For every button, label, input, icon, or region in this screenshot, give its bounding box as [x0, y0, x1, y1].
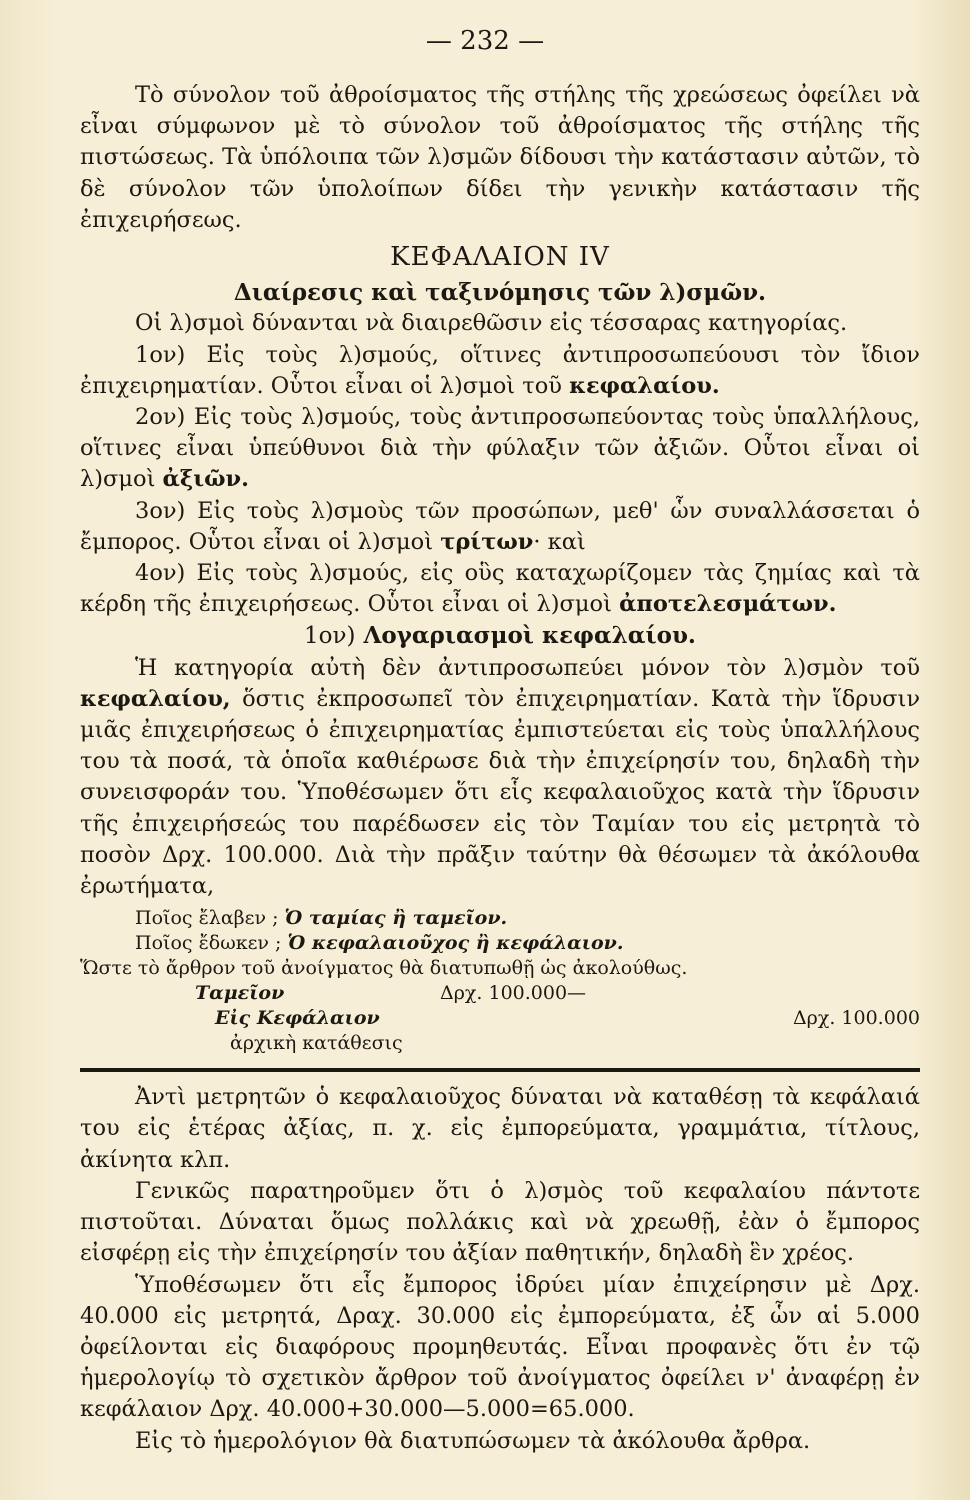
paragraph-category-3: 3ον) Εἰς τοὺς λ)σμοὺς τῶν προσώπων, μεθ' ὧν συναλλάσσεται ὁ ἔμπορος. Οὗτοι εἶναι οἱ λ)σμοὶ τρίτων· καὶ — [80, 497, 920, 555]
entry-intro: Ὥστε τὸ ἄρθρον τοῦ ἀνοίγματος θὰ διατυπωθῇ ὡς ἀκολούθως. — [80, 957, 688, 980]
page-text — [80, 80, 920, 1457]
debit-line — [80, 981, 920, 1006]
credit-amount: Δρχ. 100.000 — [792, 1007, 920, 1030]
question-given: Ποῖος ἔδωκεν ; Ὁ κεφαλαιοῦχος ἢ κεφάλαιον. — [135, 932, 624, 955]
paragraph-capital-accounts: Ἡ κατηγορία αὐτὴ δὲν ἀντιπροσωπεύει μόνον τὸν λ)σμὸν τοῦ κεφαλαίου, ὅστις ἐκπροσωπεῖ τὸν ἐπιχειρηματίαν. Κατὰ τὴν ἵδρυσιν μιᾶς ἐπιχειρήσεως ὁ ἐπιχειρηματίας ἐμπιστεύεται εἰς τοὺς ὑπαλλήλους του τὰ ποσά, τὰ ὁποῖα καθιέρωσε διὰ τὴν ἐπιχείρησίν του, δηλαδὴ τὴν συνεισφοράν του. Ὑποθέσωμεν ὅτι εἷς κεφαλαιοῦχος κατὰ τὴν ἵδρυσιν τῆς ἐπιχειρήσεώς του παρέδωσεν εἰς τὸν Ταμίαν του εἰς μετρητὰ τὸ ποσὸν Δρχ. 100.000. Διὰ τὴν πρᾶξιν ταύτην θὰ θέσωμεν τὰ ἀκόλουθα ἐρωτήματα, — [80, 654, 921, 900]
paragraph-category-4: 4ον) Εἰς τοὺς λ)σμούς, εἰς οὓς καταχωρίζομεν τὰς ζημίας καὶ τὰ κέρδη τῆς ἐπιχειρήσεως. Οὗτοι εἶναι οἱ λ)σμοὶ ἀποτελεσμάτων. — [80, 560, 920, 618]
term-triton: τρίτων — [440, 528, 534, 555]
chapter-subtitle: Διαίρεσις καὶ ταξινόμησις τῶν λ)σμῶν. — [233, 279, 767, 307]
paragraph-category-1: 1ον) Εἰς τοὺς λ)σμούς, οἵτινες ἀντιπροσωπεύουσι τὸν ἴδιον ἐπιχειρηματίαν. Οὗτοι εἶναι οἱ λ)σμοὶ τοῦ κεφαλαίου. — [80, 341, 920, 399]
chapter-title: ΚΕΦΑΛΑΙΟΝ IV — [390, 242, 610, 273]
page-number: — 232 — — [425, 26, 545, 56]
term-axion: ἀξιῶν. — [162, 466, 249, 493]
section-title: 1ον) Λογαριασμοὶ κεφαλαίου. — [304, 622, 696, 650]
debit-amount: Δρχ. 100.000— — [440, 982, 587, 1005]
paragraph-journal: Εἰς τὸ ἡμερολόγιον θὰ διατυπώσωμεν τὰ ἀκόλουθα ἄρθρα. — [135, 1427, 811, 1454]
paragraph-intro: Τὸ σύνολον τοῦ ἀθροίσματος τῆς στήλης τῆς χρεώσεως ὀφείλει νὰ εἶναι σύμφωνον μὲ τὸ σύνολον τοῦ ἀθροίσματος τῆς στήλης τῆς πιστώσεως. Τὰ ὑπόλοιπα τῶν λ)σμῶν δίδουσι τὴν κατάστασιν αὐτῶν, τὸ δὲ σύνολον τῶν ὑπολοίπων δίδει τὴν γενικὴν κατάστασιν τῆς ἐπιχειρήσεως. — [80, 82, 920, 233]
paragraph-general: Γενικῶς παρατηροῦμεν ὅτι ὁ λ)σμὸς τοῦ κεφαλαίου πάντοτε πιστοῦται. Δύναται ὅμως πολλάκις καὶ νὰ χρεωθῇ, ἐὰν ὁ ἔμπορος εἰσφέρῃ εἰς τὴν ἐπιχείρησίν του ἀξίαν παθητικήν, δηλαδὴ ἓν χρέος. — [80, 1177, 920, 1267]
credit-line — [80, 1006, 920, 1031]
question-received: Ποῖος ἔλαβεν ; Ὁ ταμίας ἢ ταμεῖον. — [135, 907, 508, 930]
debit-account: Ταμεῖον — [195, 982, 285, 1005]
paragraph-categories: Οἱ λ)σμοὶ δύνανται νὰ διαιρεθῶσιν εἰς τέσσαρας κατηγορίας. — [135, 310, 848, 337]
paragraph-other-values: Ἀντὶ μετρητῶν ὁ κεφαλαιοῦχος δύναται νὰ καταθέσῃ τὰ κεφάλαιά του εἰς ἑτέρας ἀξίας, π. χ. εἰς ἐμπορεύματα, γραμμάτια, τίτλους, ἀκίνητα κλπ. — [80, 1084, 920, 1173]
credit-note: ἀρχικὴ κατάθεσις — [230, 1032, 403, 1055]
term-kefalaiou: κεφαλαίου. — [569, 372, 720, 399]
journal-entry — [80, 906, 920, 1072]
term-apotelesmaton: ἀποτελεσμάτων. — [619, 591, 837, 618]
paragraph-example: Ὑποθέσωμεν ὅτι εἷς ἔμπορος ἱδρύει μίαν ἐπιχείρησιν μὲ Δρχ. 40.000 εἰς μετρητά, Δραχ. 30.000 εἰς ἐμπορεύματα, ἐξ ὧν αἱ 5.000 ὀφείλονται εἰς διαφόρους προμηθευτάς. Εἶναι προφανὲς ὅτι ἐν τῷ ἡμερολογίῳ τὸ σχετικὸν ἄρθρον τοῦ ἀνοίγματος ὀφείλει ν' ἀναφέρῃ ἐν κεφάλαιον Δρχ. 40.000+30.000—5.000=65.000. — [80, 1271, 920, 1423]
paragraph-category-2: 2ον) Εἰς τοὺς λ)σμούς, τοὺς ἀντιπροσωπεύοντας τοὺς ὑπαλλήλους, οἵτινες εἶναι ὑπεύθυνοι διὰ τὴν φύλαξιν τῶν ἀξιῶν. Οὗτοι εἶναι οἱ λ)σμοὶ ἀξιῶν. — [80, 404, 920, 493]
entry-divider — [80, 1068, 920, 1072]
credit-account: Εἰς Κεφάλαιον — [215, 1007, 380, 1030]
term-kefalaiou-2: κεφαλαίου, — [80, 685, 231, 712]
